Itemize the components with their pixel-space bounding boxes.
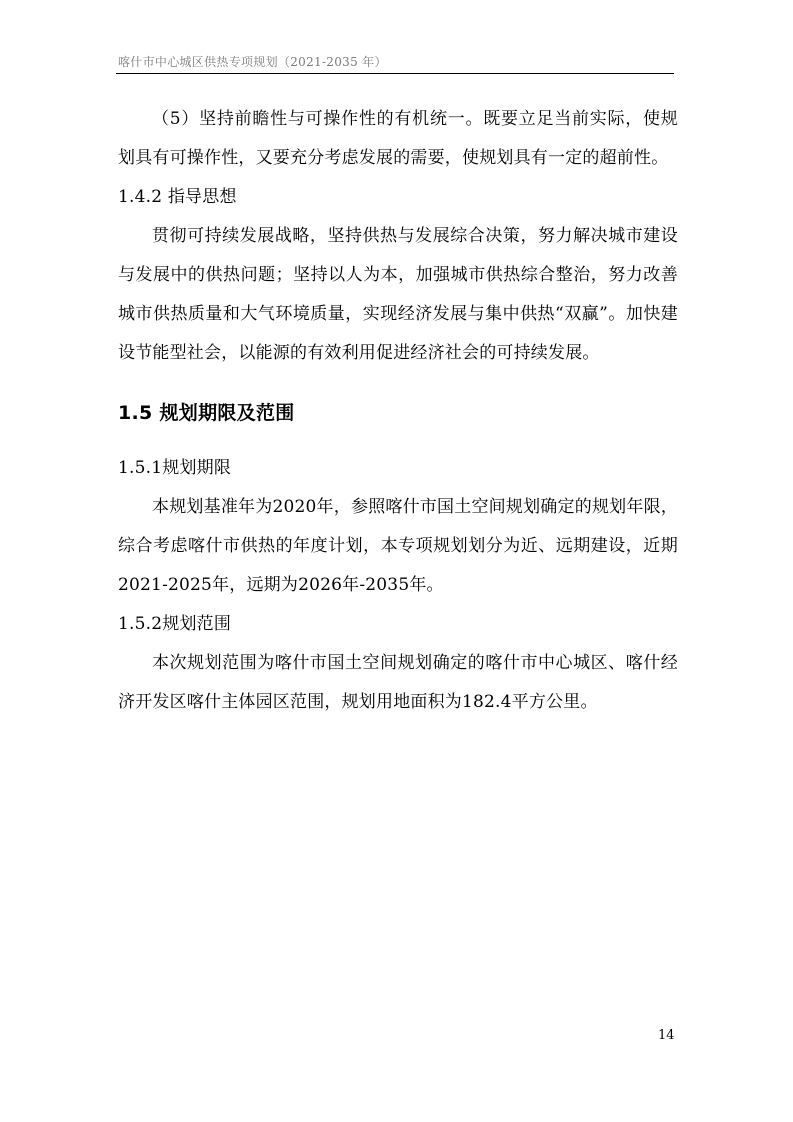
section-title-1-5: 1.5 规划期限及范围: [118, 402, 295, 424]
subheading-1-4-2: 1.4.2 指导思想: [118, 187, 237, 207]
page-number: 14: [658, 1028, 675, 1043]
paragraph-planning-scope: 本次规划范围为喀什市国土空间规划确定的喀什市中心城区、喀什经济开发区喀什主体园区范围，规划用地面积为182.4平方公里。: [118, 653, 678, 712]
page-content: [118, 100, 678, 722]
paragraph-guiding-thought: 贯彻可持续发展战略，坚持供热与发展综合决策，努力解决城市建设与发展中的供热问题；坚持以人为本，加强城市供热综合整治，努力改善城市供热质量和大气环境质量，实现经济发展与集中供热“双赢”。加快建设节能型社会，以能源的有效利用促进经济社会的可持续发展。: [118, 226, 678, 363]
header-rule: [116, 73, 674, 74]
paragraph-principle-5: （5）坚持前瞻性与可操作性的有机统一。既要立足当前实际，使规划具有可操作性，又要充分考虑发展的需要，使规划具有一定的超前性。: [118, 109, 678, 168]
paragraph-planning-period: 本规划基准年为2020年，参照喀什市国土空间规划确定的规划年限，综合考虑喀什市供热的年度计划，本专项规划划分为近、远期建设，近期2021-2025年，远期为2026年-2035年。: [118, 497, 678, 595]
subheading-1-5-1: 1.5.1规划期限: [118, 458, 232, 478]
running-header: 喀什市中心城区供热专项规划（2021-2035 年）: [118, 55, 387, 69]
subheading-1-5-2: 1.5.2规划范围: [118, 614, 232, 634]
